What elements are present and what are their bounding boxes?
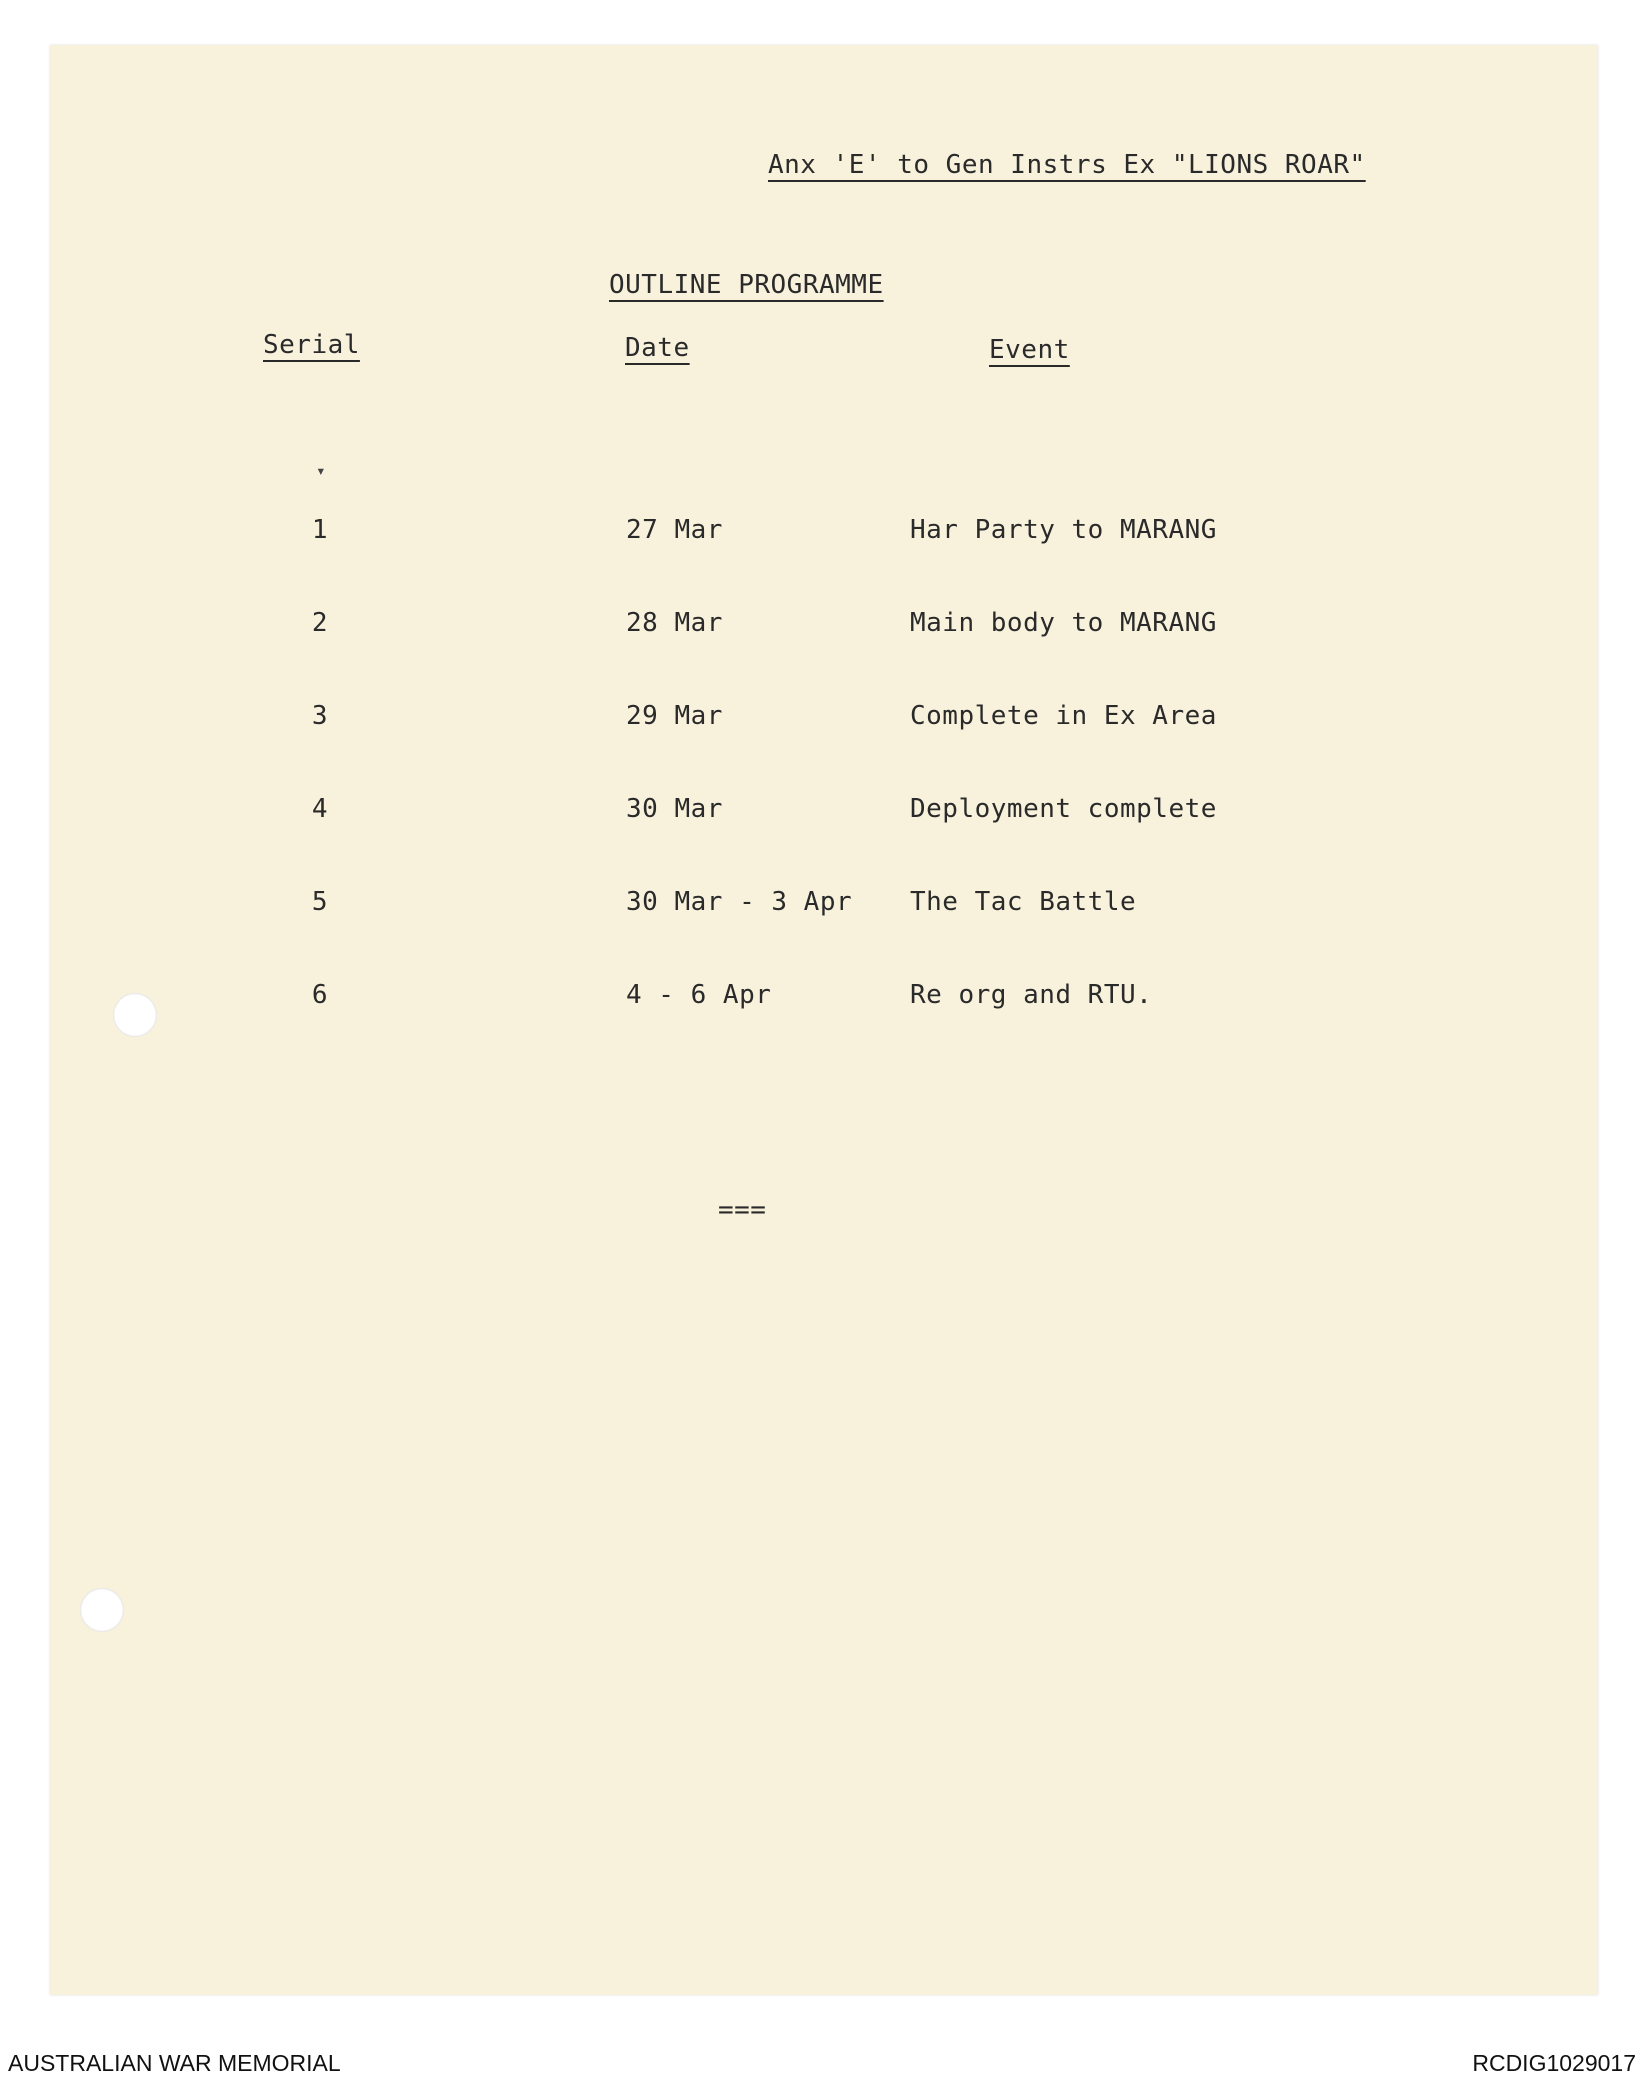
row-date: 4 - 6 Apr: [626, 980, 772, 1010]
row-date: 29 Mar: [626, 701, 723, 731]
row-date: 30 Mar - 3 Apr: [626, 887, 853, 917]
row-event: Main body to MARANG: [910, 608, 1217, 638]
row-event: The Tac Battle: [910, 887, 1137, 917]
row-event: Har Party to MARANG: [910, 515, 1217, 545]
row-date: 27 Mar: [626, 515, 723, 545]
row-serial: 1: [311, 515, 329, 545]
punch-hole: [80, 1588, 124, 1632]
annex-reference: Anx 'E' to Gen Instrs Ex "LIONS ROAR": [768, 150, 1366, 180]
row-event: Complete in Ex Area: [910, 701, 1217, 731]
row-event: Deployment complete: [910, 794, 1217, 824]
row-date: 30 Mar: [626, 794, 723, 824]
row-serial: 3: [311, 701, 329, 731]
column-header-date: Date: [625, 333, 690, 363]
row-event: Re org and RTU.: [910, 980, 1153, 1010]
archive-credit: AUSTRALIAN WAR MEMORIAL: [8, 2050, 341, 2076]
column-header-serial: Serial: [263, 330, 360, 360]
page-title: OUTLINE PROGRAMME: [609, 270, 884, 300]
stray-mark: ▾: [316, 461, 326, 480]
document-page: [50, 45, 1598, 1995]
archive-id: RCDIG1029017: [1472, 2050, 1636, 2076]
row-serial: 6: [311, 980, 329, 1010]
row-serial: 2: [311, 608, 329, 638]
row-serial: 5: [311, 887, 329, 917]
end-mark: ===: [718, 1195, 767, 1225]
row-date: 28 Mar: [626, 608, 723, 638]
column-header-event: Event: [989, 335, 1070, 365]
row-serial: 4: [311, 794, 329, 824]
punch-hole: [113, 993, 157, 1037]
